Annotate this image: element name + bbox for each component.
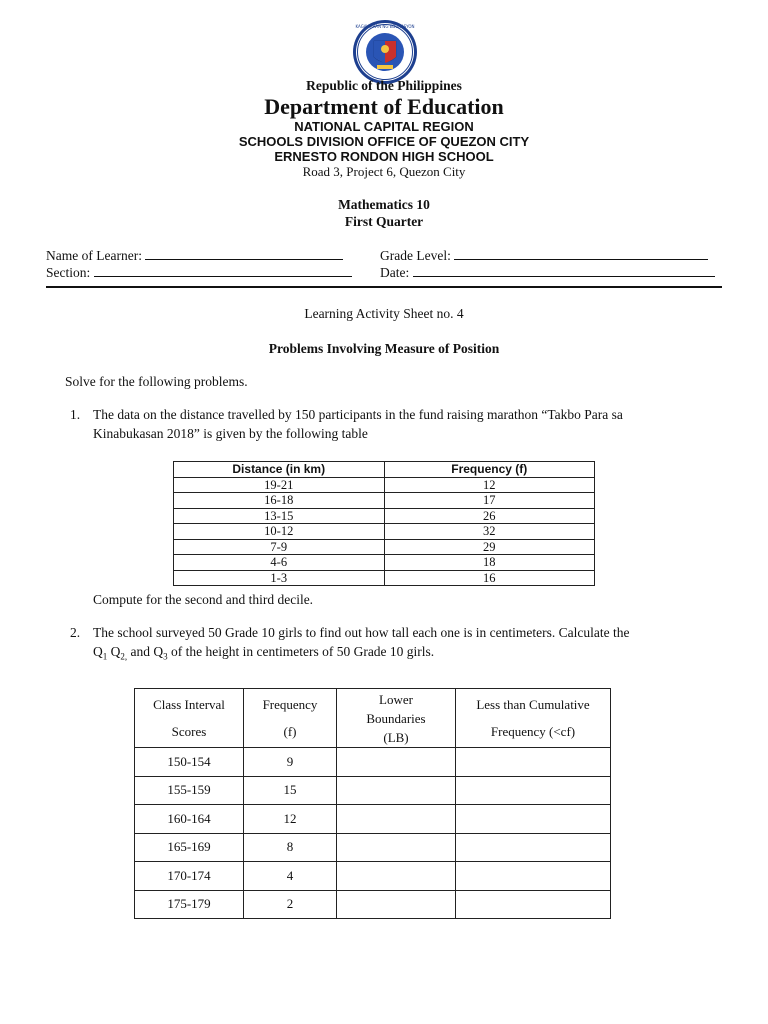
table-cell: 165-169 <box>135 833 244 862</box>
name-field[interactable] <box>46 247 343 264</box>
table-row <box>174 508 595 524</box>
q3-subscript: 3 <box>163 651 168 662</box>
table-cell: 16 <box>384 570 595 586</box>
table-cell: 17 <box>384 493 595 509</box>
table-row <box>135 776 611 805</box>
q1-subscript: 1 <box>102 651 108 662</box>
table-cell: 18 <box>384 555 595 571</box>
header-cumulative-frequency <box>456 689 611 748</box>
table-row <box>174 524 595 540</box>
activity-sheet-label: Learning Activity Sheet no. 4 <box>304 306 464 321</box>
grade-blank[interactable] <box>454 247 708 260</box>
table-row <box>174 539 595 555</box>
header-line: Frequency (<cf) <box>490 724 576 739</box>
q2-subscript: 2 <box>120 651 125 662</box>
republic-line: Republic of the Philippines <box>306 78 462 93</box>
answer-cell[interactable] <box>337 862 456 891</box>
header-line: Boundaries <box>366 710 426 726</box>
table-cell: 155-159 <box>135 776 244 805</box>
table-cell: 16-18 <box>174 493 385 509</box>
department-title: Department of Education <box>264 94 504 119</box>
table-cell: 26 <box>384 508 595 524</box>
height-frequency-table <box>134 688 611 919</box>
table-row <box>135 862 611 891</box>
name-label: Name of Learner: <box>46 248 142 263</box>
table-cell: 170-174 <box>135 862 244 891</box>
table-row <box>135 890 611 919</box>
table-cell: 13-15 <box>174 508 385 524</box>
answer-cell[interactable] <box>337 890 456 919</box>
q1-letter: Q <box>93 644 103 659</box>
table-cell: 9 <box>244 748 337 777</box>
problem2-text-line2 <box>93 644 434 662</box>
answer-cell[interactable] <box>337 833 456 862</box>
quarter-title: First Quarter <box>344 214 424 229</box>
and-word: and <box>130 644 150 659</box>
date-field[interactable] <box>380 264 715 281</box>
table-cell: 12 <box>244 805 337 834</box>
table-header-row <box>174 462 595 478</box>
address-line: Road 3, Project 6, Quezon City <box>302 164 466 179</box>
header-line: (f) <box>283 724 297 739</box>
section-blank[interactable] <box>94 264 352 277</box>
table-row <box>135 748 611 777</box>
header-distance: Distance (in km) <box>174 462 385 478</box>
name-blank[interactable] <box>145 247 343 260</box>
table-header-row <box>135 689 611 748</box>
table-row <box>135 833 611 862</box>
table-cell: 29 <box>384 539 595 555</box>
answer-cell[interactable] <box>456 890 611 919</box>
section-field[interactable] <box>46 264 352 281</box>
table-cell: 150-154 <box>135 748 244 777</box>
table-cell: 15 <box>244 776 337 805</box>
table-cell: 7-9 <box>174 539 385 555</box>
answer-cell[interactable] <box>456 805 611 834</box>
problem2-text-tail: of the height in centimeters of 50 Grade 10 girls. <box>171 644 435 659</box>
activity-title: Problems Involving Measure of Position <box>268 341 500 356</box>
table-cell: 32 <box>384 524 595 540</box>
header-line: Scores <box>171 724 207 739</box>
problem2-number: 2. <box>70 625 81 640</box>
table-row <box>174 493 595 509</box>
table-cell: 160-164 <box>135 805 244 834</box>
header-line: Less than Cumulative <box>476 697 590 712</box>
table-cell: 8 <box>244 833 337 862</box>
problem1-question: Compute for the second and third decile. <box>93 592 314 607</box>
grade-label: Grade Level: <box>380 248 451 263</box>
table-cell: 19-21 <box>174 477 385 493</box>
grade-field[interactable] <box>380 247 708 264</box>
date-blank[interactable] <box>413 264 715 277</box>
problem1-text-line1: The data on the distance travelled by 150 participants in the fund raising marathon “Takbo Para sa <box>93 407 623 422</box>
table-row <box>174 555 595 571</box>
answer-cell[interactable] <box>456 862 611 891</box>
answer-cell[interactable] <box>337 748 456 777</box>
school-line: ERNESTO RONDON HIGH SCHOOL <box>274 149 494 164</box>
table-cell: 4 <box>244 862 337 891</box>
table-row <box>174 477 595 493</box>
table-row <box>174 570 595 586</box>
section-label: Section: <box>46 265 91 280</box>
table-cell: 2 <box>244 890 337 919</box>
header-line: (LB) <box>383 729 409 745</box>
date-label: Date: <box>380 265 410 280</box>
header-frequency: Frequency (f) <box>384 462 595 478</box>
answer-cell[interactable] <box>337 776 456 805</box>
header-rule <box>46 286 722 288</box>
q2-letter: Q <box>110 644 121 659</box>
header-frequency <box>244 689 337 748</box>
distance-frequency-table <box>173 461 595 586</box>
header-lower-boundaries <box>337 689 456 748</box>
problem2-text-line1: The school surveyed 50 Grade 10 girls to find out how tall each one is in centimeters. Calculate the <box>93 625 630 640</box>
table-row <box>135 805 611 834</box>
table-cell: 4-6 <box>174 555 385 571</box>
table-cell: 175-179 <box>135 890 244 919</box>
answer-cell[interactable] <box>337 805 456 834</box>
svg-text:KAGAWARAN NG EDUKASYON: KAGAWARAN NG EDUKASYON <box>355 24 415 29</box>
deped-seal-icon <box>352 19 418 85</box>
answer-cell[interactable] <box>456 776 611 805</box>
header-line: Class Interval <box>153 697 225 712</box>
problem1-number: 1. <box>70 407 81 422</box>
q2-comma: , <box>124 651 128 662</box>
answer-cell[interactable] <box>456 833 611 862</box>
table-cell: 1-3 <box>174 570 385 586</box>
problem1-text-line2: Kinabukasan 2018” is given by the following table <box>93 426 368 441</box>
subject-title: Mathematics 10 <box>338 197 430 212</box>
instruction: Solve for the following problems. <box>65 374 248 389</box>
division-line: SCHOOLS DIVISION OFFICE OF QUEZON CITY <box>238 134 530 149</box>
answer-cell[interactable] <box>456 748 611 777</box>
region-line: NATIONAL CAPITAL REGION <box>294 119 474 134</box>
header-class-interval <box>135 689 244 748</box>
table-cell: 10-12 <box>174 524 385 540</box>
q3-letter: Q <box>153 644 164 659</box>
header-line: Lower <box>379 691 413 707</box>
table-cell: 12 <box>384 477 595 493</box>
header-line: Frequency <box>262 697 318 712</box>
